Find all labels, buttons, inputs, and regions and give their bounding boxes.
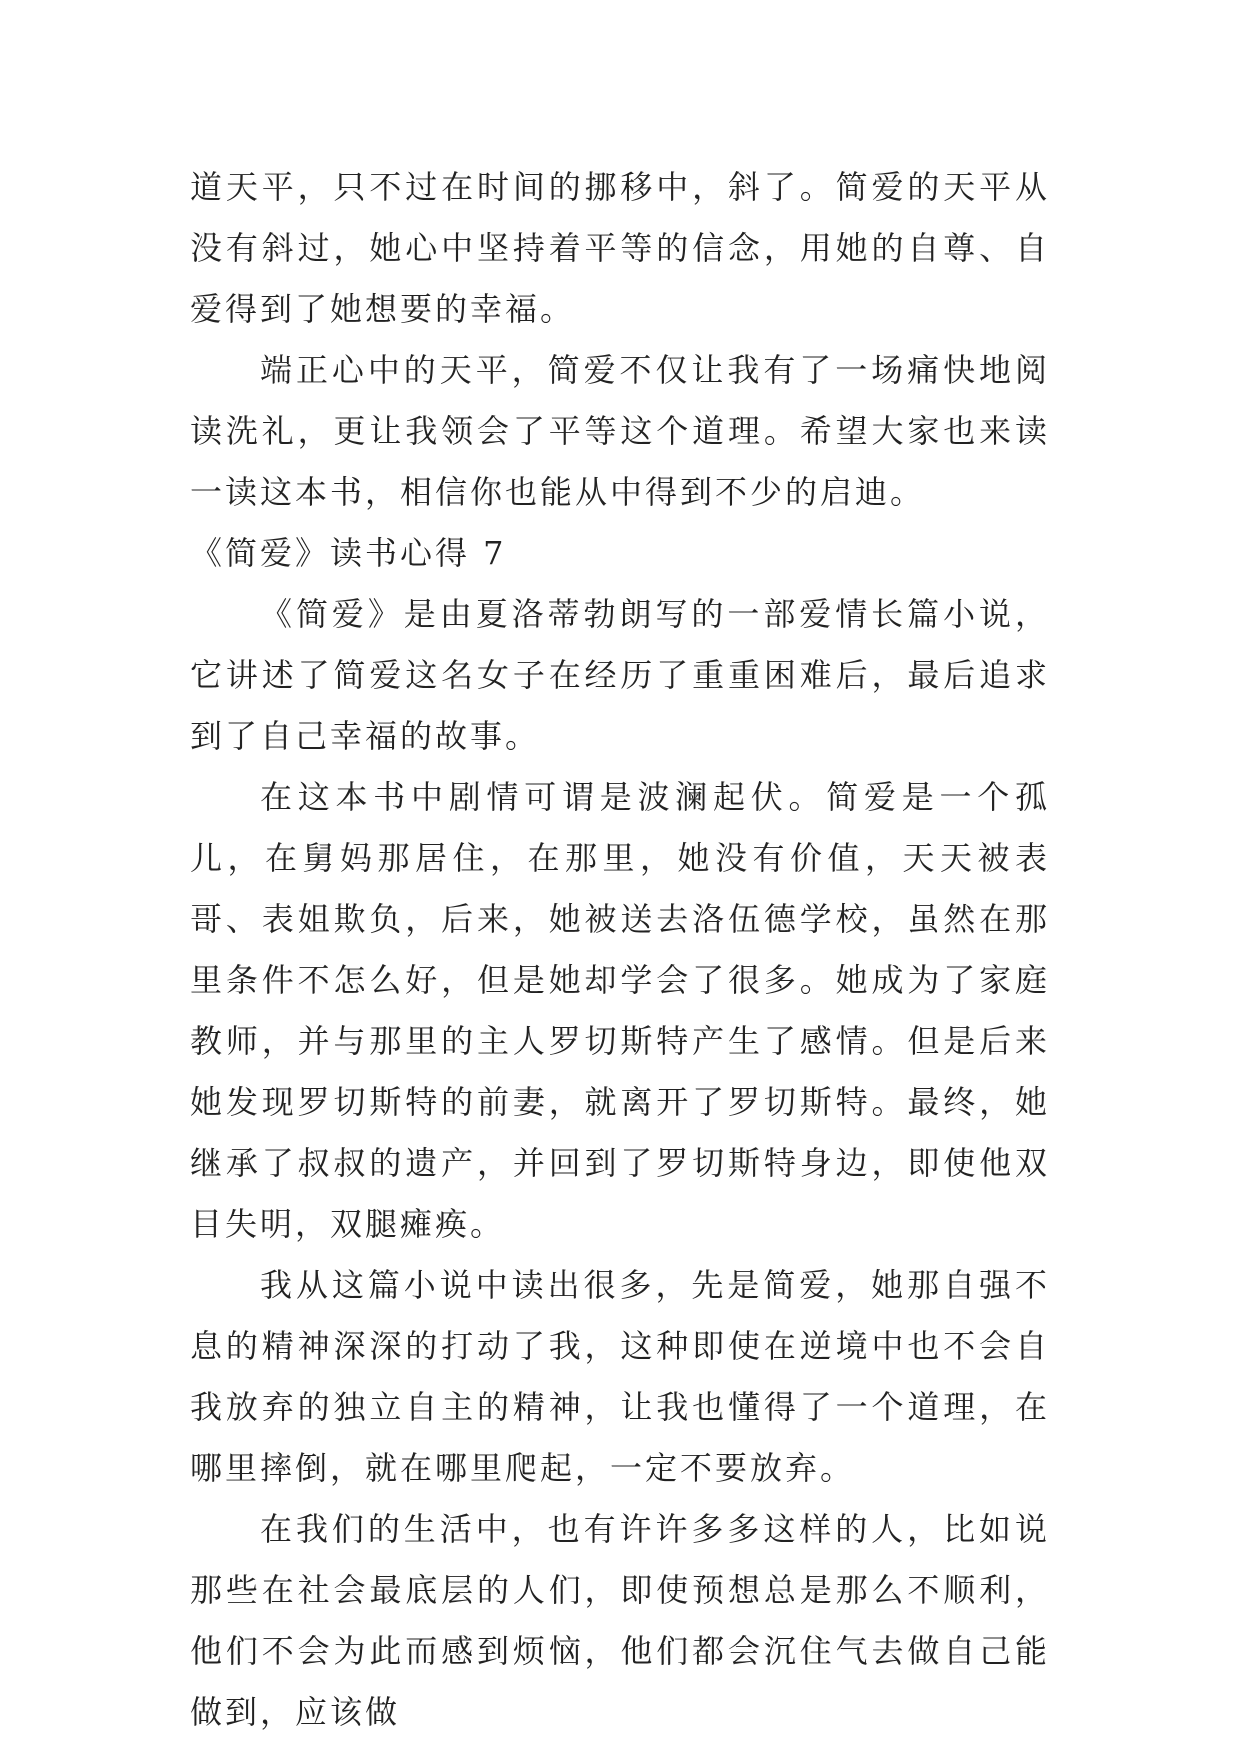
document-body <box>190 157 1050 1743</box>
paragraph-2: 端正心中的天平，简爱不仅让我有了一场痛快地阅读洗礼，更让我领会了平等这个道理。希望大家也来读一读这本书，相信你也能从中得到不少的启迪。 <box>190 351 1050 511</box>
paragraph-3: 《简爱》是由夏洛蒂勃朗写的一部爱情长篇小说，它讲述了简爱这名女子在经历了重重困难后，最后追求到了自己幸福的故事。 <box>190 595 1050 755</box>
section-heading: 《简爱》读书心得 7 <box>190 534 507 572</box>
paragraph-4: 在这本书中剧情可谓是波澜起伏。简爱是一个孤儿，在舅妈那居住，在那里，她没有价值，天天被表哥、表姐欺负，后来，她被送去洛伍德学校，虽然在那里条件不怎么好，但是她却学会了很多。她成为了家庭教师，并与那里的主人罗切斯特产生了感情。但是后来她发现罗切斯特的前妻，就离开了罗切斯特。最终，她继承了叔叔的遗产，并回到了罗切斯特身边，即使他双目失明，双腿瘫痪。 <box>190 778 1050 1243</box>
paragraph-5: 我从这篇小说中读出很多，先是简爱，她那自强不息的精神深深的打动了我，这种即使在逆境中也不会自我放弃的独立自主的精神，让我也懂得了一个道理，在哪里摔倒，就在哪里爬起，一定不要放弃。 <box>190 1266 1050 1487</box>
paragraph-1: 道天平，只不过在时间的挪移中，斜了。简爱的天平从没有斜过，她心中坚持着平等的信念，用她的自尊、自爱得到了她想要的幸福。 <box>190 168 1050 328</box>
paragraph-6: 在我们的生活中，也有许许多多这样的人，比如说那些在社会最底层的人们，即使预想总是那么不顺利，他们不会为此而感到烦恼，他们都会沉住气去做自己能做到，应该做 <box>190 1510 1050 1731</box>
